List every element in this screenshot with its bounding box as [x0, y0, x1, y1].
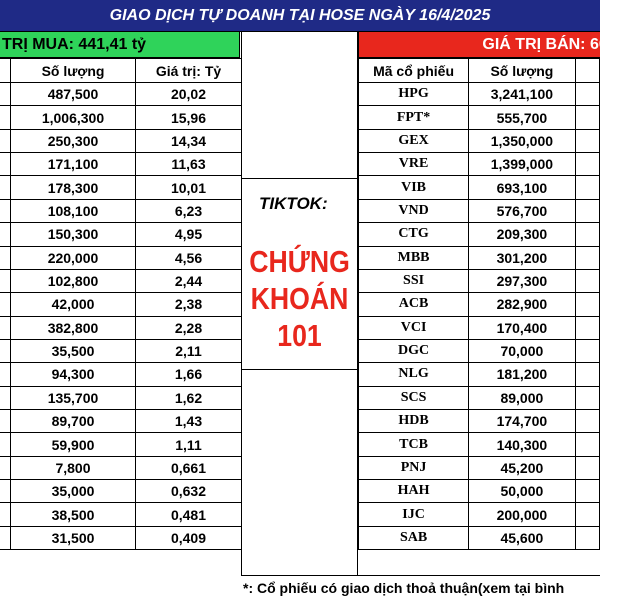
sell-value-cell [575, 480, 599, 503]
buy-ticker-cell [0, 433, 11, 456]
buy-value-cell: 0,481 [136, 503, 242, 526]
sell-volume-cell: 45,600 [469, 526, 576, 549]
sell-table-row [359, 316, 600, 339]
page-title: GIAO DỊCH TỰ DOANH TẠI HOSE NGÀY 16/4/2025 [0, 0, 600, 32]
buy-value-header: Giá trị: Tỷ [136, 59, 242, 83]
sell-ticker-cell: GEX [359, 129, 469, 152]
sell-ticker-cell: MBB [359, 246, 469, 269]
sell-value-header-cell [575, 59, 599, 83]
sell-ticker-cell: VCI [359, 316, 469, 339]
buy-volume-cell: 171,100 [11, 153, 136, 176]
buy-volume-cell: 220,000 [11, 246, 136, 269]
sell-table-row [359, 269, 600, 292]
buy-volume-cell: 35,500 [11, 339, 136, 362]
buy-ticker-cell [0, 293, 11, 316]
buy-ticker-cell [0, 176, 11, 199]
buy-volume-cell: 382,800 [11, 316, 136, 339]
buy-table-row [0, 339, 242, 362]
buy-ticker-cell [0, 223, 11, 246]
sell-ticker-cell: TCB [359, 433, 469, 456]
sell-volume-cell: 170,400 [469, 316, 576, 339]
buy-table-row [0, 199, 242, 222]
buy-ticker-cell [0, 363, 11, 386]
sell-table-row [359, 106, 600, 129]
brand-line-1: CHỨNG [249, 244, 350, 279]
sell-value-cell [575, 503, 599, 526]
footnote: *: Cổ phiếu có giao dịch thoả thuận(xem tại bình [241, 575, 600, 600]
sell-volume-cell: 693,100 [469, 176, 576, 199]
buy-volume-cell: 102,800 [11, 269, 136, 292]
buy-volume-cell: 250,300 [11, 129, 136, 152]
sell-table-row [359, 386, 600, 409]
buy-volume-cell: 94,300 [11, 363, 136, 386]
sell-volume-cell: 70,000 [469, 339, 576, 362]
sell-value-cell [575, 106, 599, 129]
sell-volume-cell: 200,000 [469, 503, 576, 526]
sell-ticker-cell: VRE [359, 153, 469, 176]
buy-table [0, 58, 242, 550]
sell-value-cell [575, 363, 599, 386]
buy-value-cell: 1,11 [136, 433, 242, 456]
buy-ticker-cell [0, 106, 11, 129]
buy-ticker-cell [0, 480, 11, 503]
sell-table-row [359, 480, 600, 503]
buy-table-row [0, 480, 242, 503]
sell-table-row [359, 363, 600, 386]
buy-ticker-cell [0, 129, 11, 152]
sell-ticker-cell: HAH [359, 480, 469, 503]
buy-value-cell: 0,661 [136, 456, 242, 479]
buy-ticker-cell [0, 199, 11, 222]
buy-value-cell: 2,44 [136, 269, 242, 292]
sell-volume-cell: 209,300 [469, 223, 576, 246]
sell-table-row [359, 223, 600, 246]
buy-value-cell: 4,95 [136, 223, 242, 246]
buy-value-cell: 1,43 [136, 410, 242, 433]
buy-value-cell: 11,63 [136, 153, 242, 176]
sell-volume-cell: 576,700 [469, 199, 576, 222]
buy-table-row [0, 153, 242, 176]
promo-box [241, 178, 358, 370]
tiktok-label: TIKTOK: [259, 194, 328, 213]
sell-value-cell [575, 246, 599, 269]
buy-table-row [0, 269, 242, 292]
sell-table [358, 58, 600, 550]
sell-volume-cell: 1,399,000 [469, 153, 576, 176]
buy-ticker-cell [0, 153, 11, 176]
buy-total-header: TRỊ MUA: 441,41 tỷ [0, 32, 240, 58]
sell-value-cell [575, 433, 599, 456]
buy-value-cell: 15,96 [136, 106, 242, 129]
brand-name [249, 243, 350, 354]
buy-ticker-cell [0, 503, 11, 526]
buy-ticker-cell [0, 316, 11, 339]
sell-volume-cell: 282,900 [469, 293, 576, 316]
buy-ticker-cell [0, 83, 11, 106]
sell-table-row [359, 526, 600, 549]
sell-volume-cell: 50,000 [469, 480, 576, 503]
sell-ticker-cell: HDB [359, 410, 469, 433]
buy-volume-cell: 150,300 [11, 223, 136, 246]
buy-ticker-cell [0, 386, 11, 409]
sell-value-cell [575, 223, 599, 246]
sell-volume-cell: 140,300 [469, 433, 576, 456]
buy-ticker-cell [0, 339, 11, 362]
sell-ticker-cell: VIB [359, 176, 469, 199]
sell-ticker-cell: HPG [359, 83, 469, 106]
buy-volume-cell: 35,000 [11, 480, 136, 503]
buy-ticker-cell [0, 269, 11, 292]
buy-value-cell: 14,34 [136, 129, 242, 152]
sell-ticker-cell: ACB [359, 293, 469, 316]
sell-table-row [359, 153, 600, 176]
buy-table-row [0, 106, 242, 129]
buy-volume-cell: 135,700 [11, 386, 136, 409]
sell-table-row [359, 293, 600, 316]
sell-table-row [359, 176, 600, 199]
sell-table-row [359, 456, 600, 479]
buy-table-row [0, 503, 242, 526]
buy-table-row [0, 176, 242, 199]
buy-table-row [0, 526, 242, 549]
buy-table-row [0, 363, 242, 386]
sell-table-row [359, 503, 600, 526]
buy-value-cell: 2,38 [136, 293, 242, 316]
sell-value-cell [575, 199, 599, 222]
buy-volume-cell: 31,500 [11, 526, 136, 549]
sell-ticker-cell: CTG [359, 223, 469, 246]
buy-value-cell: 6,23 [136, 199, 242, 222]
buy-value-cell: 20,02 [136, 83, 242, 106]
sell-volume-cell: 3,241,100 [469, 83, 576, 106]
sell-ticker-cell: SSI [359, 269, 469, 292]
buy-value-cell: 1,62 [136, 386, 242, 409]
sell-total-header [358, 32, 630, 58]
buy-value-cell: 10,01 [136, 176, 242, 199]
sell-value-cell [575, 526, 599, 549]
buy-table-row [0, 293, 242, 316]
sell-value-cell [575, 153, 599, 176]
buy-value-cell: 0,409 [136, 526, 242, 549]
sell-ticker-header: Mã cổ phiếu [359, 59, 469, 83]
buy-ticker-cell [0, 410, 11, 433]
buy-table-row [0, 386, 242, 409]
buy-value-cell: 2,11 [136, 339, 242, 362]
buy-ticker-cell [0, 526, 11, 549]
sell-volume-cell: 45,200 [469, 456, 576, 479]
buy-volume-cell: 59,900 [11, 433, 136, 456]
buy-volume-cell: 487,500 [11, 83, 136, 106]
sell-table-row [359, 339, 600, 362]
buy-volume-cell: 38,500 [11, 503, 136, 526]
sell-value-cell [575, 83, 599, 106]
sell-table-row [359, 246, 600, 269]
buy-value-cell: 2,28 [136, 316, 242, 339]
sell-value-cell [575, 293, 599, 316]
buy-table-row [0, 223, 242, 246]
sell-value-cell [575, 410, 599, 433]
sell-volume-cell: 1,350,000 [469, 129, 576, 152]
sell-volume-cell: 301,200 [469, 246, 576, 269]
sell-table-header-row [359, 59, 600, 83]
brand-line-3: 101 [277, 318, 322, 353]
buy-volume-cell: 178,300 [11, 176, 136, 199]
sell-volume-cell: 174,700 [469, 410, 576, 433]
sell-ticker-cell: VND [359, 199, 469, 222]
sell-volume-cell: 555,700 [469, 106, 576, 129]
sell-ticker-cell: SCS [359, 386, 469, 409]
sell-value-cell [575, 386, 599, 409]
buy-volume-cell: 1,006,300 [11, 106, 136, 129]
sell-value-cell [575, 316, 599, 339]
sell-volume-cell: 181,200 [469, 363, 576, 386]
buy-table-row [0, 246, 242, 269]
sell-value-cell [575, 129, 599, 152]
sell-ticker-cell: IJC [359, 503, 469, 526]
buy-table-row [0, 433, 242, 456]
sell-ticker-cell: SAB [359, 526, 469, 549]
sell-value-cell [575, 269, 599, 292]
buy-ticker-cell [0, 456, 11, 479]
buy-table-row [0, 456, 242, 479]
buy-volume-cell: 7,800 [11, 456, 136, 479]
sell-table-row [359, 433, 600, 456]
buy-table-row [0, 129, 242, 152]
sell-ticker-cell: FPT* [359, 106, 469, 129]
buy-table-row [0, 410, 242, 433]
buy-volume-cell: 89,700 [11, 410, 136, 433]
buy-table-header-row [0, 59, 242, 83]
sell-table-row [359, 129, 600, 152]
buy-ticker-header-cell [0, 59, 11, 83]
sell-table-row [359, 83, 600, 106]
buy-volume-cell: 108,100 [11, 199, 136, 222]
buy-value-cell: 1,66 [136, 363, 242, 386]
brand-line-2: KHOÁN [250, 281, 349, 316]
buy-volume-header: Số lượng [11, 59, 136, 83]
sell-volume-header: Số lượng [469, 59, 576, 83]
sell-value-cell [575, 176, 599, 199]
sell-volume-cell: 297,300 [469, 269, 576, 292]
buy-ticker-cell [0, 246, 11, 269]
buy-value-cell: 0,632 [136, 480, 242, 503]
sell-volume-cell: 89,000 [469, 386, 576, 409]
sell-table-row [359, 199, 600, 222]
sell-value-cell [575, 456, 599, 479]
sell-ticker-cell: DGC [359, 339, 469, 362]
sell-table-row [359, 410, 600, 433]
buy-table-row [0, 83, 242, 106]
sell-ticker-cell: NLG [359, 363, 469, 386]
sell-ticker-cell: PNJ [359, 456, 469, 479]
sell-total-header-text: GIÁ TRỊ BÁN: 665,4 [482, 35, 630, 53]
buy-value-cell: 4,56 [136, 246, 242, 269]
buy-table-row [0, 316, 242, 339]
sell-value-cell [575, 339, 599, 362]
buy-volume-cell: 42,000 [11, 293, 136, 316]
